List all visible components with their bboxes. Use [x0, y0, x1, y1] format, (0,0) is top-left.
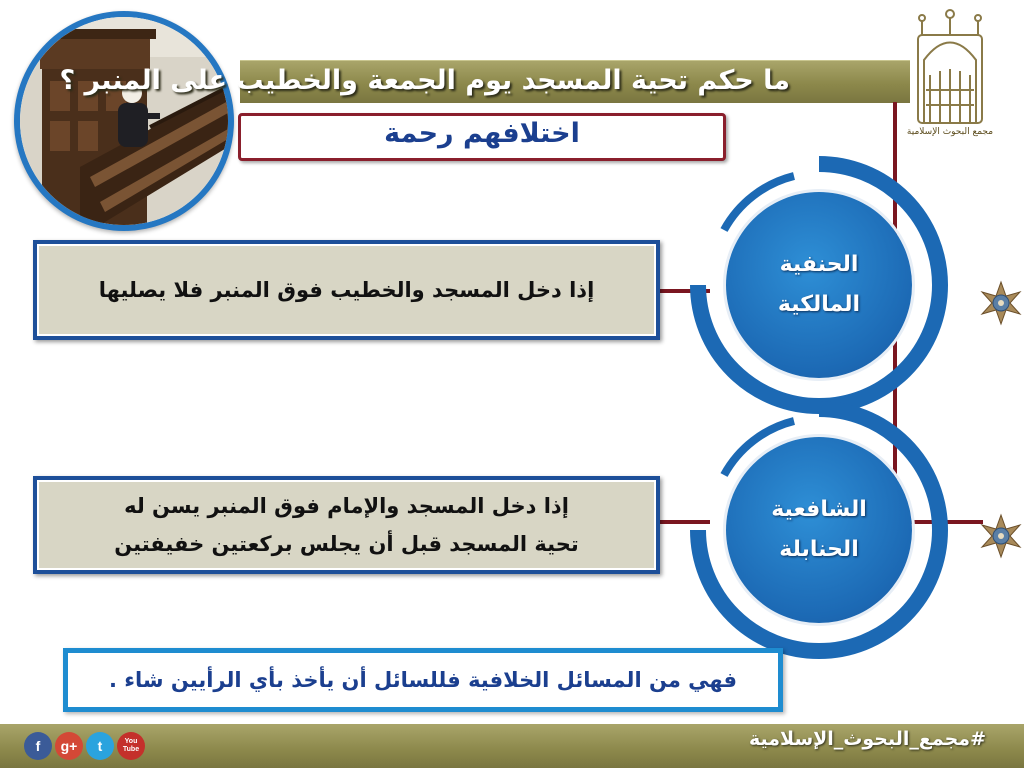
ruling-box-2	[33, 476, 660, 574]
twitter-label: t	[97, 738, 103, 754]
conclusion-text: فهي من المسائل الخلافية فللسائل أن يأخذ بأي الرأيين شاء .	[108, 668, 738, 692]
ornament-icon	[978, 280, 1024, 326]
ruling-line: تحية المسجد قبل أن يجلس بركعتين خفيفتين	[114, 532, 579, 556]
twitter-icon[interactable]	[86, 732, 114, 760]
title-bar	[59, 60, 910, 103]
school-name: المالكية	[777, 292, 861, 317]
subtitle: اختلافهم رحمة	[384, 118, 580, 149]
google-plus-icon[interactable]	[55, 732, 83, 760]
facebook-icon[interactable]	[24, 732, 52, 760]
school-circle-core-2	[726, 437, 912, 623]
mosque-emblem-icon	[910, 5, 990, 145]
ornament-icon	[978, 513, 1024, 559]
youtube-icon[interactable]	[117, 732, 145, 760]
google-plus-label: g+	[60, 738, 78, 754]
ruling-box-1	[33, 240, 660, 340]
subtitle-box	[238, 113, 726, 161]
logo-caption: مجمع البحوث الإسلامية	[906, 127, 994, 137]
school-circle-core-1	[726, 192, 912, 378]
ruling-line: إذا دخل المسجد والخطيب فوق المنبر فلا يصليها	[98, 278, 595, 302]
school-name: الحنابلة	[779, 537, 859, 562]
ruling-line: إذا دخل المسجد والإمام فوق المنبر يسن له	[124, 494, 569, 518]
school-name: الحنفية	[779, 252, 859, 277]
conclusion-box	[63, 648, 783, 712]
school-circle-1	[684, 150, 954, 420]
youtube-label: You Tube	[122, 738, 140, 753]
footer-bar	[0, 724, 1024, 768]
school-circle-2	[684, 395, 954, 665]
school-name: الشافعية	[771, 497, 867, 522]
minbar-photo-frame	[14, 11, 234, 231]
facebook-label: f	[35, 738, 41, 754]
minbar-photo	[20, 17, 228, 225]
hashtag[interactable]: #مجمع_البحوث_الإسلامية	[748, 728, 986, 750]
page-title: ما حكم تحية المسجد يوم الجمعة والخطيب على المنبر ؟	[59, 65, 790, 96]
